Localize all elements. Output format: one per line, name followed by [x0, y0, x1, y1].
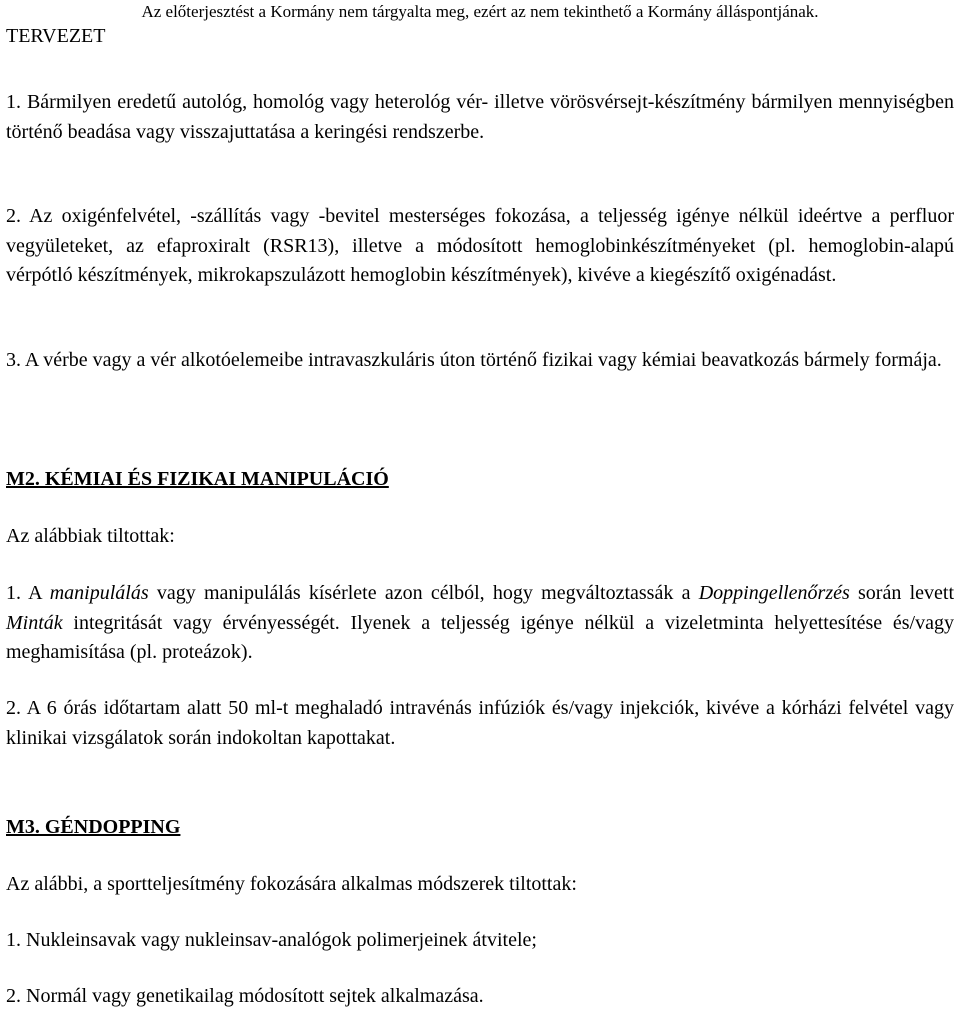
m3-intro: Az alábbi, a sportteljesítmény fokozására alkalmas módszerek tiltottak:	[6, 873, 577, 895]
m2-intro: Az alábbiak tiltottak:	[6, 525, 175, 547]
m3-item-1: 1. Nukleinsavak vagy nukleinsav-analógok polimerjeinek átvitele;	[6, 929, 537, 951]
m2-term-samples: Minták	[6, 611, 63, 634]
m2-term-manipulation: manipulálás	[49, 582, 149, 604]
m1-item-3: 3. A vérbe vagy a vér alkotóelemeibe intravaszkuláris úton történő fizikai vagy kémiai beavatkozás bármely formája.	[6, 349, 942, 371]
m2-item-1-text-b: vagy manipulálás kísérlete azon célból, hogy megváltoztassák a	[148, 582, 699, 604]
m1-item-2: 2. Az oxigénfelvétel, -szállítás vagy -bevitel mesterséges fokozása, a teljesség igénye nélkül ideértve a perfluor vegyületeket, az efaproxiralt (RSR13), illetve a módosított hemoglobinkészítményeket (pl. hemoglobin-alapú vérpótló készítmények, mikrokapszulázott hemoglobin készítmények), kivéve a kiegészítő oxigénadást.	[6, 205, 954, 286]
m3-item-2: 2. Normál vagy genetikailag módosított sejtek alkalmazása.	[6, 985, 484, 1007]
m2-item-1	[6, 579, 954, 668]
m2-item-2: 2. A 6 órás időtartam alatt 50 ml-t meghaladó intravénás infúziók és/vagy injekciók, kivéve a kórházi felvétel vagy klinikai vizsgálatok során indokoltan kapottakat.	[6, 697, 954, 749]
m2-term-doping-control: Doppingellenőrzés	[698, 582, 850, 604]
m2-item-1-text-c: során levett	[849, 582, 954, 604]
m2-item-1-text-d: integritását vagy érvényességét. Ilyenek a teljesség igénye nélkül a vizeletminta helyettesítése és/vagy meghamisítása (pl. proteázok).	[6, 611, 954, 663]
draft-label: TERVEZET	[6, 25, 106, 47]
m3-heading: M3. GÉNDOPPING	[6, 816, 181, 838]
m1-item-1: 1. Bármilyen eredetű autológ, homológ vagy heterológ vér- illetve vörösvérsejt-készítmény bármilyen mennyiségben történő beadása vagy visszajuttatása a keringési rendszerbe.	[6, 91, 954, 143]
header-disclaimer: Az előterjesztést a Kormány nem tárgyalta meg, ezért az nem tekinthető a Kormány álláspontjának.	[141, 2, 819, 21]
m2-heading: M2. KÉMIAI ÉS FIZIKAI MANIPULÁCIÓ	[6, 468, 389, 490]
m2-item-1-text-a: 1. A	[6, 582, 50, 604]
